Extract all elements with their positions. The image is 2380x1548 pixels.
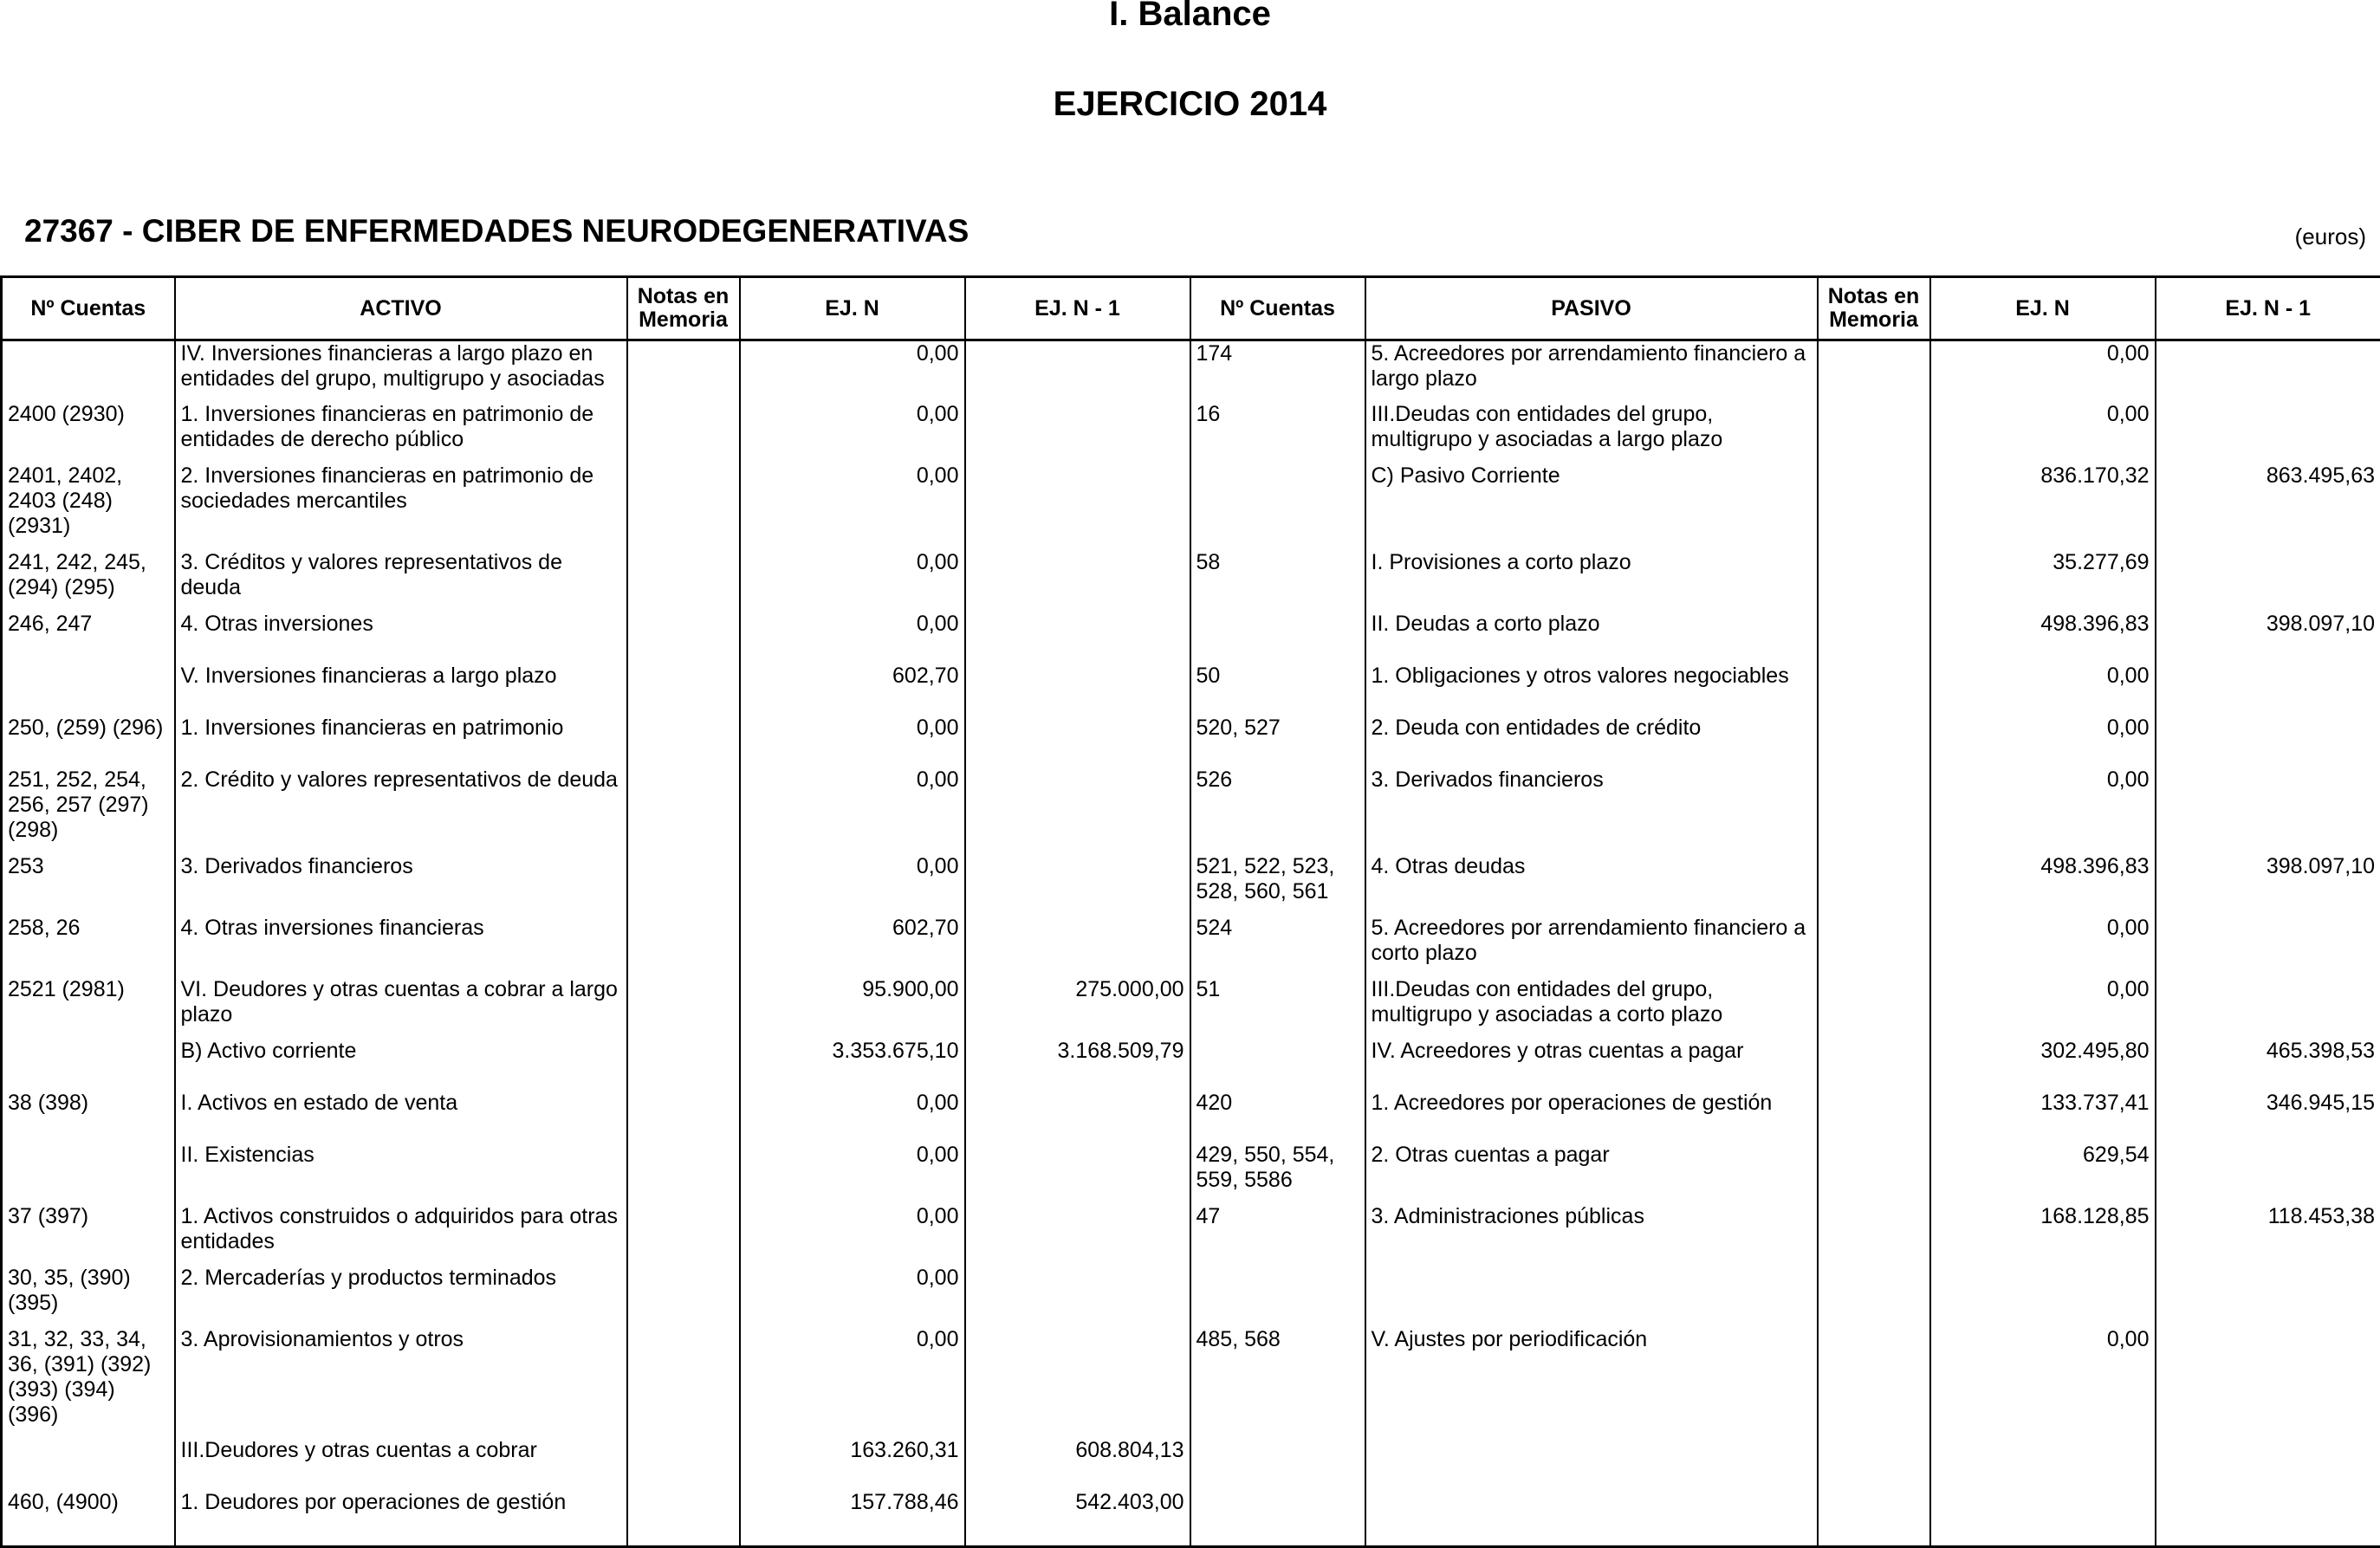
ej-n-activo-value: 602,70 <box>740 916 965 977</box>
ej-n-activo-value: 163.260,31 <box>740 1438 965 1490</box>
table-row <box>2 1327 2380 1438</box>
ej-n-pasivo-value: 0,00 <box>1930 1327 2156 1438</box>
pasivo-label: I. Provisiones a corto plazo <box>1365 550 1818 612</box>
notas-pasivo <box>1818 1143 1930 1204</box>
ej-n-activo-value: 0,00 <box>740 1204 965 1266</box>
ej-n1-activo-value: 275.000,00 <box>965 977 1190 1039</box>
account-codes-pasivo: 526 <box>1190 768 1365 854</box>
ej-n-activo-value: 602,70 <box>740 664 965 716</box>
ej-n1-pasivo-value: 118.453,38 <box>2156 1204 2380 1266</box>
notas-activo <box>627 1204 740 1266</box>
activo-label: B) Activo corriente <box>175 1039 627 1091</box>
account-codes-pasivo: 521, 522, 523, 528, 560, 561 <box>1190 854 1365 916</box>
ej-n-pasivo-value: 498.396,83 <box>1930 612 2156 664</box>
pasivo-label: 2. Deuda con entidades de crédito <box>1365 716 1818 768</box>
ej-n1-activo-value <box>965 1204 1190 1266</box>
notas-activo <box>627 402 740 463</box>
ej-n-activo-value: 0,00 <box>740 550 965 612</box>
ej-n1-pasivo-value: 398.097,10 <box>2156 612 2380 664</box>
ej-n1-activo-value: 542.403,00 <box>965 1490 1190 1547</box>
ej-n-activo-value: 95.900,00 <box>740 977 965 1039</box>
table-row <box>2 550 2380 612</box>
account-codes-pasivo: 47 <box>1190 1204 1365 1266</box>
ej-n-pasivo-value: 836.170,32 <box>1930 463 2156 550</box>
activo-label: 3. Aprovisionamientos y otros <box>175 1327 627 1438</box>
activo-label: 1. Inversiones financieras en patrimonio <box>175 716 627 768</box>
ej-n-pasivo-value: 133.737,41 <box>1930 1091 2156 1143</box>
header-activo: ACTIVO <box>175 277 627 340</box>
notas-pasivo <box>1818 854 1930 916</box>
account-codes-pasivo: 429, 550, 554, 559, 5586 <box>1190 1143 1365 1204</box>
activo-label: 3. Derivados financieros <box>175 854 627 916</box>
ej-n1-activo-value <box>965 463 1190 550</box>
notas-pasivo <box>1818 463 1930 550</box>
ej-n-activo-value: 0,00 <box>740 612 965 664</box>
ej-n-pasivo-value: 0,00 <box>1930 977 2156 1039</box>
notas-activo <box>627 1490 740 1547</box>
notas-pasivo <box>1818 664 1930 716</box>
ej-n1-pasivo-value <box>2156 550 2380 612</box>
pasivo-label <box>1365 1438 1818 1490</box>
notas-activo <box>627 977 740 1039</box>
header-ej-n-pasivo: EJ. N <box>1930 277 2156 340</box>
account-codes-activo: 2400 (2930) <box>2 402 175 463</box>
account-codes-pasivo: 485, 568 <box>1190 1327 1365 1438</box>
notas-activo <box>627 854 740 916</box>
pasivo-label: 1. Obligaciones y otros valores negociables <box>1365 664 1818 716</box>
ej-n1-pasivo-value <box>2156 1143 2380 1204</box>
ej-n1-activo-value <box>965 1143 1190 1204</box>
ej-n1-activo-value <box>965 402 1190 463</box>
notas-pasivo <box>1818 768 1930 854</box>
notas-activo <box>627 1327 740 1438</box>
activo-label: I. Activos en estado de venta <box>175 1091 627 1143</box>
account-codes-activo <box>2 1438 175 1490</box>
pasivo-label: 4. Otras deudas <box>1365 854 1818 916</box>
ej-n1-activo-value <box>965 340 1190 402</box>
account-codes-activo <box>2 664 175 716</box>
pasivo-label: C) Pasivo Corriente <box>1365 463 1818 550</box>
document-title: I. Balance <box>0 0 2380 33</box>
activo-label: 2. Inversiones financieras en patrimonio de sociedades mercantiles <box>175 463 627 550</box>
ej-n1-activo-value: 608.804,13 <box>965 1438 1190 1490</box>
notas-pasivo <box>1818 1438 1930 1490</box>
table-row <box>2 664 2380 716</box>
table-row <box>2 1091 2380 1143</box>
account-codes-pasivo: 51 <box>1190 977 1365 1039</box>
notas-pasivo <box>1818 550 1930 612</box>
ej-n1-pasivo-value <box>2156 402 2380 463</box>
account-codes-pasivo <box>1190 1490 1365 1547</box>
notas-activo <box>627 1143 740 1204</box>
activo-label: 1. Activos construidos o adquiridos para otras entidades <box>175 1204 627 1266</box>
account-codes-pasivo: 16 <box>1190 402 1365 463</box>
account-codes-activo: 2401, 2402, 2403 (248) (2931) <box>2 463 175 550</box>
account-codes-pasivo: 174 <box>1190 340 1365 402</box>
ej-n1-pasivo-value <box>2156 340 2380 402</box>
ej-n1-pasivo-value: 465.398,53 <box>2156 1039 2380 1091</box>
header-ej-n1-activo: EJ. N - 1 <box>965 277 1190 340</box>
notas-activo <box>627 340 740 402</box>
table-row <box>2 716 2380 768</box>
ej-n-pasivo-value: 0,00 <box>1930 402 2156 463</box>
account-codes-activo: 37 (397) <box>2 1204 175 1266</box>
ej-n-activo-value: 0,00 <box>740 854 965 916</box>
ej-n1-activo-value <box>965 1266 1190 1327</box>
ej-n1-activo-value <box>965 916 1190 977</box>
ej-n-activo-value: 0,00 <box>740 463 965 550</box>
notas-pasivo <box>1818 1266 1930 1327</box>
account-codes-pasivo: 58 <box>1190 550 1365 612</box>
table-row <box>2 1266 2380 1327</box>
currency-note: (euros) <box>2295 223 2366 249</box>
table-row <box>2 612 2380 664</box>
ej-n-pasivo-value: 0,00 <box>1930 664 2156 716</box>
activo-label: V. Inversiones financieras a largo plazo <box>175 664 627 716</box>
account-codes-pasivo: 524 <box>1190 916 1365 977</box>
notas-activo <box>627 664 740 716</box>
activo-label: 3. Créditos y valores representativos de deuda <box>175 550 627 612</box>
ej-n1-pasivo-value <box>2156 1266 2380 1327</box>
activo-label: 1. Deudores por operaciones de gestión <box>175 1490 627 1547</box>
notas-pasivo <box>1818 1327 1930 1438</box>
ej-n-pasivo-value: 629,54 <box>1930 1143 2156 1204</box>
ej-n-pasivo-value <box>1930 1438 2156 1490</box>
notas-pasivo <box>1818 1204 1930 1266</box>
pasivo-label: 5. Acreedores por arrendamiento financiero a largo plazo <box>1365 340 1818 402</box>
ej-n-activo-value: 0,00 <box>740 1091 965 1143</box>
pasivo-label: IV. Acreedores y otras cuentas a pagar <box>1365 1039 1818 1091</box>
pasivo-label: 2. Otras cuentas a pagar <box>1365 1143 1818 1204</box>
entity-title: 27367 - CIBER DE ENFERMEDADES NEURODEGENERATIVAS <box>24 213 969 249</box>
ej-n-pasivo-value: 0,00 <box>1930 768 2156 854</box>
header-notas-activo: Notas en Memoria <box>627 277 740 340</box>
ej-n1-activo-value <box>965 768 1190 854</box>
notas-activo <box>627 463 740 550</box>
ej-n1-activo-value <box>965 1327 1190 1438</box>
table-row <box>2 340 2380 402</box>
ej-n1-activo-value <box>965 716 1190 768</box>
account-codes-activo <box>2 1143 175 1204</box>
table-row <box>2 402 2380 463</box>
ej-n-activo-value: 157.788,46 <box>740 1490 965 1547</box>
ej-n1-pasivo-value <box>2156 1490 2380 1547</box>
ej-n-activo-value: 0,00 <box>740 1143 965 1204</box>
document-subtitle: EJERCICIO 2014 <box>0 85 2380 123</box>
header-cuentas-activo: Nº Cuentas <box>2 277 175 340</box>
notas-pasivo <box>1818 1039 1930 1091</box>
ej-n1-pasivo-value <box>2156 664 2380 716</box>
table-row <box>2 977 2380 1039</box>
header-cuentas-pasivo: Nº Cuentas <box>1190 277 1365 340</box>
ej-n1-pasivo-value: 346.945,15 <box>2156 1091 2380 1143</box>
ej-n1-activo-value <box>965 854 1190 916</box>
account-codes-pasivo <box>1190 612 1365 664</box>
pasivo-label: 1. Acreedores por operaciones de gestión <box>1365 1091 1818 1143</box>
ej-n1-activo-value <box>965 612 1190 664</box>
activo-label: 1. Inversiones financieras en patrimonio de entidades de derecho público <box>175 402 627 463</box>
notas-activo <box>627 1039 740 1091</box>
notas-activo <box>627 550 740 612</box>
notas-pasivo <box>1818 916 1930 977</box>
ej-n1-activo-value: 3.168.509,79 <box>965 1039 1190 1091</box>
ej-n-activo-value: 0,00 <box>740 1266 965 1327</box>
account-codes-activo: 30, 35, (390) (395) <box>2 1266 175 1327</box>
ej-n1-pasivo-value <box>2156 1438 2380 1490</box>
header-ej-n-activo: EJ. N <box>740 277 965 340</box>
notas-pasivo <box>1818 716 1930 768</box>
activo-label: III.Deudores y otras cuentas a cobrar <box>175 1438 627 1490</box>
account-codes-activo: 251, 252, 254, 256, 257 (297) (298) <box>2 768 175 854</box>
ej-n1-pasivo-value <box>2156 977 2380 1039</box>
account-codes-activo: 31, 32, 33, 34, 36, (391) (392) (393) (394) (396) <box>2 1327 175 1438</box>
table-row <box>2 854 2380 916</box>
notas-activo <box>627 1438 740 1490</box>
account-codes-activo: 2521 (2981) <box>2 977 175 1039</box>
ej-n1-pasivo-value: 863.495,63 <box>2156 463 2380 550</box>
account-codes-pasivo: 50 <box>1190 664 1365 716</box>
notas-pasivo <box>1818 977 1930 1039</box>
ej-n-pasivo-value <box>1930 1490 2156 1547</box>
pasivo-label <box>1365 1266 1818 1327</box>
table-row <box>2 768 2380 854</box>
account-codes-activo: 460, (4900) <box>2 1490 175 1547</box>
account-codes-activo: 246, 247 <box>2 612 175 664</box>
ej-n-pasivo-value: 302.495,80 <box>1930 1039 2156 1091</box>
header-notas-pasivo: Notas en Memoria <box>1818 277 1930 340</box>
pasivo-label: 5. Acreedores por arrendamiento financiero a corto plazo <box>1365 916 1818 977</box>
header-ej-n1-pasivo: EJ. N - 1 <box>2156 277 2380 340</box>
ej-n1-activo-value <box>965 1091 1190 1143</box>
ej-n-pasivo-value: 0,00 <box>1930 340 2156 402</box>
ej-n1-activo-value <box>965 664 1190 716</box>
account-codes-pasivo <box>1190 1266 1365 1327</box>
ej-n-pasivo-value: 498.396,83 <box>1930 854 2156 916</box>
pasivo-label: III.Deudas con entidades del grupo, multigrupo y asociadas a largo plazo <box>1365 402 1818 463</box>
pasivo-label: 3. Administraciones públicas <box>1365 1204 1818 1266</box>
ej-n-pasivo-value: 35.277,69 <box>1930 550 2156 612</box>
ej-n-activo-value: 0,00 <box>740 1327 965 1438</box>
activo-label: VI. Deudores y otras cuentas a cobrar a largo plazo <box>175 977 627 1039</box>
notas-activo <box>627 1091 740 1143</box>
account-codes-pasivo: 420 <box>1190 1091 1365 1143</box>
ej-n-pasivo-value: 0,00 <box>1930 916 2156 977</box>
notas-pasivo <box>1818 402 1930 463</box>
ej-n-activo-value: 0,00 <box>740 716 965 768</box>
notas-pasivo <box>1818 340 1930 402</box>
account-codes-activo: 38 (398) <box>2 1091 175 1143</box>
activo-label: IV. Inversiones financieras a largo plazo en entidades del grupo, multigrupo y asociadas <box>175 340 627 402</box>
notas-activo <box>627 768 740 854</box>
notas-activo <box>627 916 740 977</box>
ej-n-activo-value: 0,00 <box>740 340 965 402</box>
ej-n-activo-value: 3.353.675,10 <box>740 1039 965 1091</box>
table-row <box>2 1438 2380 1490</box>
table-row <box>2 916 2380 977</box>
balance-table <box>0 275 2380 1548</box>
pasivo-label: 3. Derivados financieros <box>1365 768 1818 854</box>
pasivo-label: V. Ajustes por periodificación <box>1365 1327 1818 1438</box>
table-row <box>2 1039 2380 1091</box>
table-row <box>2 1143 2380 1204</box>
ej-n-pasivo-value <box>1930 1266 2156 1327</box>
account-codes-pasivo <box>1190 1039 1365 1091</box>
account-codes-activo <box>2 340 175 402</box>
ej-n-activo-value: 0,00 <box>740 402 965 463</box>
notas-pasivo <box>1818 1091 1930 1143</box>
account-codes-activo: 250, (259) (296) <box>2 716 175 768</box>
ej-n1-pasivo-value <box>2156 916 2380 977</box>
ej-n-pasivo-value: 168.128,85 <box>1930 1204 2156 1266</box>
pasivo-label: III.Deudas con entidades del grupo, multigrupo y asociadas a corto plazo <box>1365 977 1818 1039</box>
table-row <box>2 1204 2380 1266</box>
table-row <box>2 1490 2380 1547</box>
activo-label: 2. Crédito y valores representativos de deuda <box>175 768 627 854</box>
account-codes-activo: 241, 242, 245, (294) (295) <box>2 550 175 612</box>
account-codes-pasivo <box>1190 463 1365 550</box>
ej-n1-pasivo-value: 398.097,10 <box>2156 854 2380 916</box>
notas-activo <box>627 716 740 768</box>
notas-activo <box>627 1266 740 1327</box>
notas-activo <box>627 612 740 664</box>
ej-n1-activo-value <box>965 550 1190 612</box>
account-codes-activo: 253 <box>2 854 175 916</box>
ej-n-pasivo-value: 0,00 <box>1930 716 2156 768</box>
table-row <box>2 463 2380 550</box>
pasivo-label <box>1365 1490 1818 1547</box>
pasivo-label: II. Deudas a corto plazo <box>1365 612 1818 664</box>
ej-n1-pasivo-value <box>2156 716 2380 768</box>
ej-n1-pasivo-value <box>2156 1327 2380 1438</box>
account-codes-activo: 258, 26 <box>2 916 175 977</box>
notas-pasivo <box>1818 612 1930 664</box>
notas-pasivo <box>1818 1490 1930 1547</box>
activo-label: 4. Otras inversiones <box>175 612 627 664</box>
header-pasivo: PASIVO <box>1365 277 1818 340</box>
balance-body <box>2 340 2380 1547</box>
account-codes-activo <box>2 1039 175 1091</box>
table-header-row <box>2 277 2380 340</box>
activo-label: 2. Mercaderías y productos terminados <box>175 1266 627 1327</box>
activo-label: II. Existencias <box>175 1143 627 1204</box>
account-codes-pasivo <box>1190 1438 1365 1490</box>
ej-n1-pasivo-value <box>2156 768 2380 854</box>
ej-n-activo-value: 0,00 <box>740 768 965 854</box>
account-codes-pasivo: 520, 527 <box>1190 716 1365 768</box>
activo-label: 4. Otras inversiones financieras <box>175 916 627 977</box>
